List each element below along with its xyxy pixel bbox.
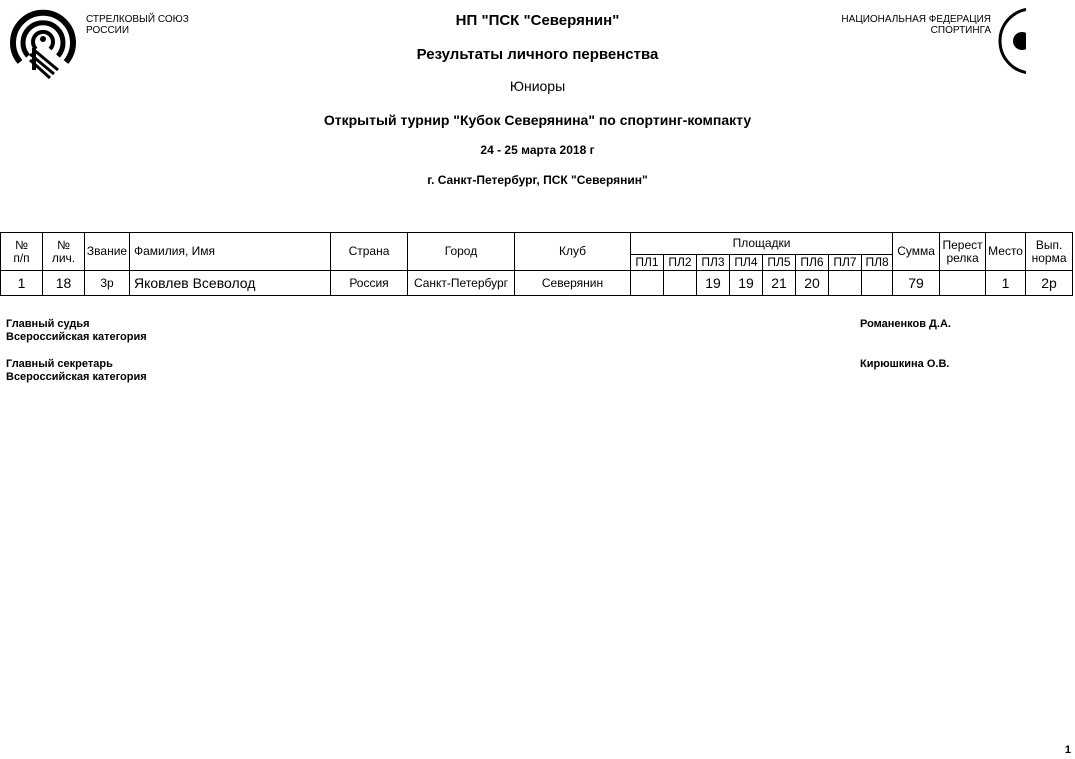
col-header-norm xyxy=(1026,233,1073,271)
cell-site-3: 19 xyxy=(697,271,730,296)
col-header-city: Город xyxy=(408,233,515,271)
chief-judge-name: Романенков Д.А. xyxy=(860,318,951,330)
col-header-site-5: ПЛ5 xyxy=(763,255,796,271)
col-header-site-2: ПЛ2 xyxy=(664,255,697,271)
page-number: 1 xyxy=(1064,744,1071,756)
cell-rank: 3р xyxy=(85,271,130,296)
event-place: г. Санкт-Петербург, ПСК "Северянин" xyxy=(427,173,648,187)
col-header-sum: Сумма xyxy=(893,233,940,271)
cell-country: Россия xyxy=(331,271,408,296)
category-heading: Юниоры xyxy=(509,78,566,94)
col-header-club: Клуб xyxy=(515,233,631,271)
col-header-site-4: ПЛ4 xyxy=(730,255,763,271)
cell-site-6: 20 xyxy=(796,271,829,296)
cell-site-7 xyxy=(829,271,862,296)
cell-lic: 18 xyxy=(43,271,85,296)
event-date: 24 - 25 марта 2018 г xyxy=(480,143,595,157)
col-header-norm-line2: норма xyxy=(1031,250,1067,265)
table-row xyxy=(1,271,1073,296)
organizer-heading: НП "ПСК "Северянин" xyxy=(455,12,620,29)
cell-num: 1 xyxy=(1,271,43,296)
org-left-line1: СТРЕЛКОВЫЙ СОЮЗ xyxy=(86,14,189,25)
cell-site-8 xyxy=(862,271,893,296)
col-header-site-8: ПЛ8 xyxy=(862,255,893,271)
chief-judge-category: Всероссийская категория xyxy=(6,331,147,343)
org-left-line2: РОССИИ xyxy=(86,25,130,36)
chief-judge-block xyxy=(6,318,147,344)
cell-site-1 xyxy=(631,271,664,296)
col-header-lic-line1: № xyxy=(57,237,70,252)
col-header-rank: Звание xyxy=(85,233,130,271)
cell-norm: 2р xyxy=(1026,271,1073,296)
header-row-1 xyxy=(1,233,1073,255)
org-right-line1: НАЦИОНАЛЬНАЯ ФЕДЕРАЦИЯ xyxy=(841,14,991,25)
col-header-site-3: ПЛ3 xyxy=(697,255,730,271)
cell-sum: 79 xyxy=(893,271,940,296)
results-table xyxy=(0,232,1073,296)
col-header-shootoff xyxy=(940,233,986,271)
cell-city: Санкт-Петербург xyxy=(408,271,515,296)
chief-secretary-category: Всероссийская категория xyxy=(6,371,147,383)
col-header-site-7: ПЛ7 xyxy=(829,255,862,271)
col-header-site-6: ПЛ6 xyxy=(796,255,829,271)
chief-secretary-block xyxy=(6,358,147,384)
cell-site-2 xyxy=(664,271,697,296)
col-header-shootoff-line2: релка xyxy=(946,250,979,265)
col-header-num xyxy=(1,233,43,271)
cell-site-5: 21 xyxy=(763,271,796,296)
col-header-num-line2: п/п xyxy=(13,250,30,265)
col-header-sites: Площадки xyxy=(631,233,893,255)
cell-name: Яковлев Всеволод xyxy=(130,271,331,296)
cell-club: Северянин xyxy=(515,271,631,296)
chief-secretary-role: Главный секретарь xyxy=(6,358,113,370)
col-header-shootoff-line1: Перест xyxy=(942,237,983,252)
col-header-lic xyxy=(43,233,85,271)
cell-place: 1 xyxy=(986,271,1026,296)
cell-site-4: 19 xyxy=(730,271,763,296)
org-right-line2: СПОРТИНГА xyxy=(930,25,991,36)
page-title: Результаты личного первенства xyxy=(416,46,659,63)
col-header-site-1: ПЛ1 xyxy=(631,255,664,271)
event-heading: Открытый турнир "Кубок Северянина" по спортинг-компакту xyxy=(323,112,752,128)
col-header-num-line1: № xyxy=(15,237,28,252)
col-header-place: Место xyxy=(986,233,1026,271)
col-header-name: Фамилия, Имя xyxy=(130,233,331,271)
col-header-country: Страна xyxy=(331,233,408,271)
cell-shootoff xyxy=(940,271,986,296)
chief-judge-role: Главный судья xyxy=(6,318,90,330)
col-header-norm-line1: Вып. xyxy=(1035,237,1063,252)
chief-secretary-name: Кирюшкина О.В. xyxy=(860,358,950,370)
col-header-lic-line2: лич. xyxy=(51,250,76,265)
